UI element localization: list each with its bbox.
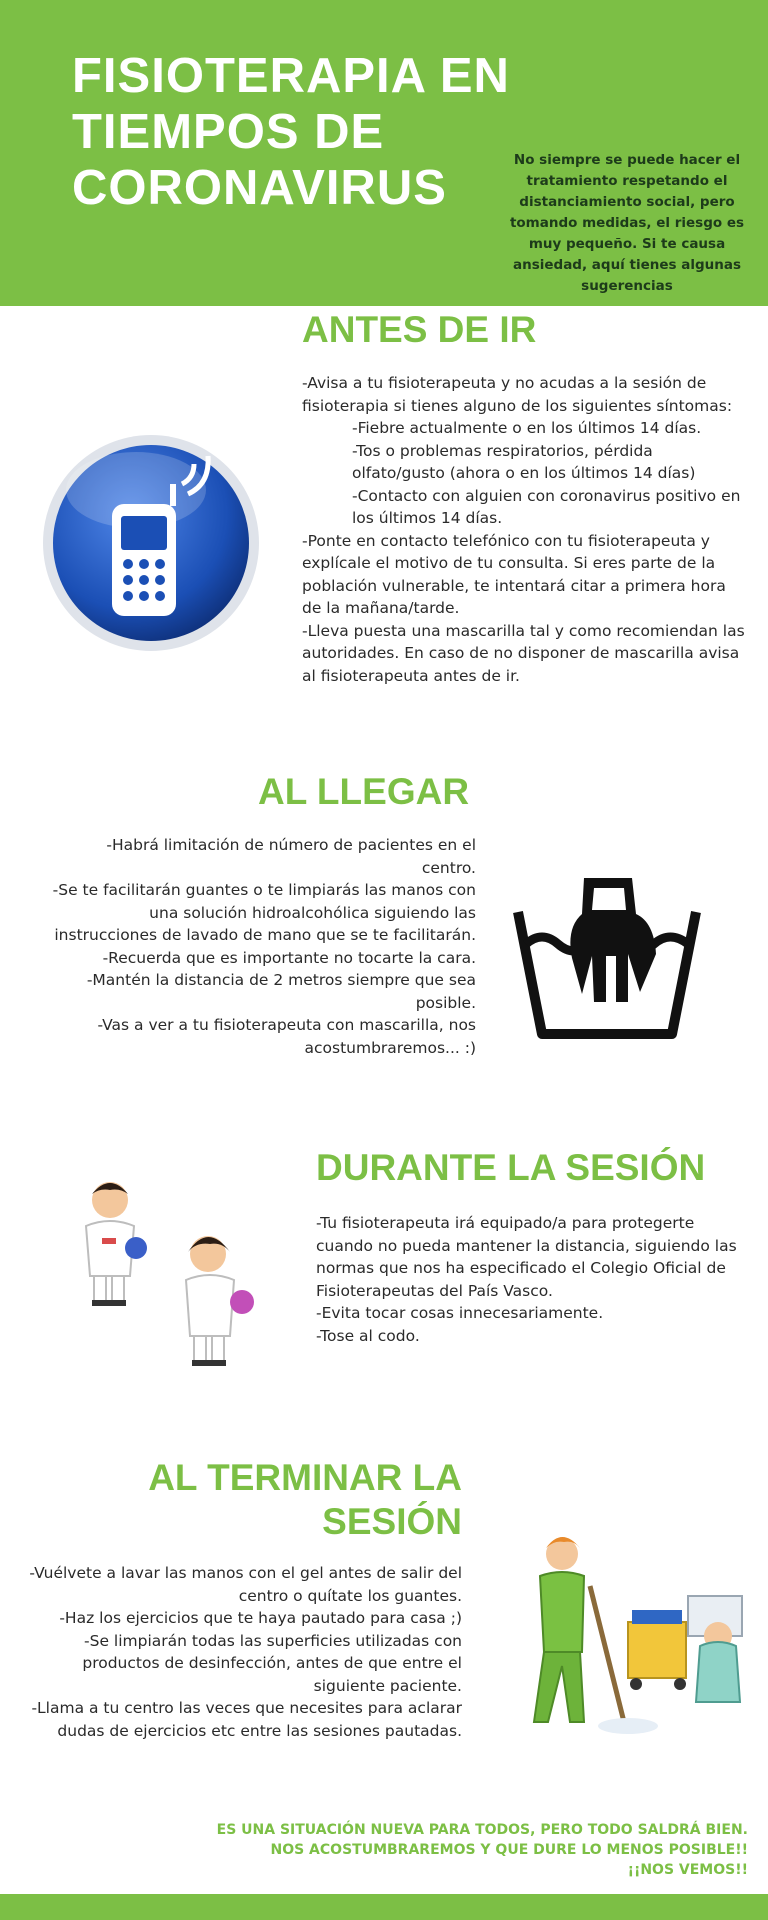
antes-line-4: -Contacto con alguien con coronavirus positivo en los últimos 14 días. (352, 486, 741, 527)
terminar-line-2: -Haz los ejercicios que te haya pautado para casa ;) (59, 1609, 462, 1627)
llegar-line-3: -Recuerda que es importante no tocarte la cara. (102, 948, 476, 967)
section-title-terminar (80, 1456, 462, 1544)
antes-line-1: -Avisa a tu fisioterapeuta y no acudas a la sesión de fisioterapia si tienes alguno de los siguientes síntomas: (302, 374, 733, 415)
terminar-line-1: -Vuélvete a lavar las manos con el gel antes de salir del centro o quítate los guantes. (29, 1564, 462, 1605)
header-banner (0, 0, 768, 306)
section-title-antes: ANTES DE IR (302, 309, 537, 350)
footer-message (100, 1820, 748, 1880)
durante-line-1: -Tu fisioterapeuta irá equipado/a para protegerte cuando no pueda mantener la distancia, siguiendo las normas que nos ha especificado el Colegio Oficial de Fisioterapeutas del País Vasco. (316, 1214, 737, 1300)
section-text-llegar (48, 834, 476, 1059)
antes-line-6: -Lleva puesta una mascarilla tal y como recomiendan las autoridades. En caso de no disponer de mascarilla avisa al fisioterapeuta antes de ir. (302, 621, 745, 685)
mobile-phone-icon (36, 428, 266, 658)
footer-bar (0, 1894, 768, 1920)
footer-line-2: NOS ACOSTUMBRAREMOS Y QUE DURE LO MENOS POSIBLE!! (270, 1842, 748, 1858)
hand-wash-icon (512, 874, 702, 1040)
section-text-durante (316, 1212, 748, 1347)
terminar-title-line-1: AL TERMINAR LA (148, 1457, 462, 1498)
terminar-line-3: -Se limpiarán todas las superficies utilizadas con productos de desinfección, antes de que entre el siguiente paciente. (82, 1631, 462, 1695)
footer-line-1: ES UNA SITUACIÓN NUEVA PARA TODOS, PERO TODO SALDRÁ BIEN. (216, 1822, 748, 1838)
terminar-title-line-2: SESIÓN (322, 1501, 462, 1542)
cleaning-person-icon (504, 1526, 748, 1746)
llegar-line-1: -Habrá limitación de número de pacientes en el centro. (106, 836, 476, 877)
page-title: FISIOTERAPIA EN TIEMPOS DE CORONAVIRUS (72, 49, 510, 215)
antes-line-5: -Ponte en contacto telefónico con tu fisioterapeuta y explícale el motivo de tu consulta. Si eres parte de la población vulnerable, te intentará citar a primera hora de la mañana/tarde. (302, 531, 726, 617)
llegar-line-4: -Mantén la distancia de 2 metros siempre que sea posible. (86, 971, 476, 1012)
footer-line-3: ¡¡NOS VEMOS!! (627, 1862, 748, 1878)
antes-line-2: -Fiebre actualmente o en los últimos 14 días. (352, 419, 702, 437)
terminar-line-4: -Llama a tu centro las veces que necesites para aclarar dudas de ejercicios etc entre las sesiones pautadas. (31, 1699, 462, 1740)
llegar-line-2: -Se te facilitarán guantes o te limpiarás las manos con una solución hidroalcohólica siguiendo las instrucciones de lavado de mano que se te facilitarán. (52, 881, 476, 944)
antes-line-3: -Tos o problemas respiratorios, pérdida olfato/gusto (ahora o en los últimos 14 días) (352, 441, 696, 482)
durante-line-2: -Evita tocar cosas innecesariamente. (316, 1304, 604, 1322)
llegar-line-5: -Vas a ver a tu fisioterapeuta con mascarilla, nos acostumbraremos... :) (97, 1016, 476, 1057)
section-title-llegar: AL LLEGAR (258, 771, 470, 812)
header-note: No siempre se puede hacer el tratamiento respetando el distanciamiento social, pero tomando medidas, el riesgo es muy pequeño. Si te causa ansiedad, aquí tienes algunas sugerencias (509, 152, 745, 294)
physiotherapist-figures-icon (76, 1176, 272, 1372)
durante-line-3: -Tose al codo. (316, 1326, 420, 1345)
section-text-antes (302, 372, 750, 687)
section-text-terminar (22, 1562, 462, 1742)
section-title-durante: DURANTE LA SESIÓN (316, 1147, 706, 1188)
